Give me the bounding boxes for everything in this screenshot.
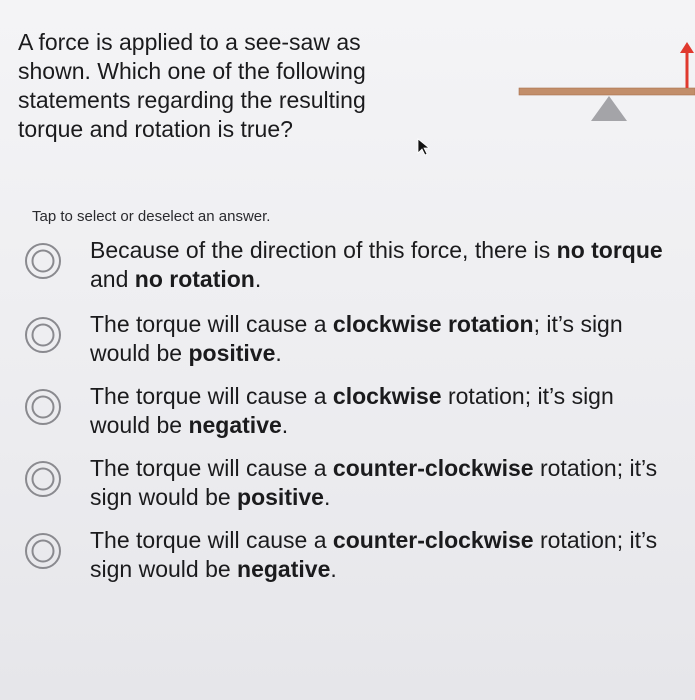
seesaw-plank [519, 88, 695, 95]
answer-4-segment-1: The torque will cause a [90, 455, 333, 481]
radio-unselected-icon[interactable] [24, 532, 62, 570]
radio-unselected-icon[interactable] [24, 460, 62, 498]
answer-text-4 [90, 454, 680, 512]
radio-unselected-icon[interactable] [24, 316, 62, 354]
answer-option-2[interactable] [20, 310, 690, 376]
answer-2-segment-2: clockwise rotation [332, 311, 534, 337]
answer-2-segment-1: The torque will cause a [90, 311, 333, 337]
answer-2-segment-3: ; it’s sign would be [90, 311, 623, 366]
answer-5-segment-4: negative [237, 556, 331, 582]
answer-4-segment-2: counter-clockwise [332, 455, 534, 481]
answer-option-4[interactable] [20, 454, 690, 520]
force-arrow-up-icon [680, 42, 694, 88]
mouse-pointer-icon [416, 138, 432, 156]
answer-option-5[interactable] [20, 526, 690, 592]
answer-1-segment-4: no rotation [134, 266, 255, 292]
answer-5-segment-2: counter-clockwise [332, 527, 534, 553]
answer-option-1[interactable] [20, 236, 690, 302]
answer-4-segment-4: positive [237, 484, 324, 510]
answer-text-2 [90, 310, 680, 368]
answer-1-segment-5: . [254, 266, 262, 292]
answer-5-segment-5: . [330, 556, 337, 582]
radio-unselected-icon[interactable] [24, 388, 62, 426]
answer-3-segment-1: The torque will cause a [90, 383, 333, 409]
radio-unselected-icon[interactable] [24, 242, 62, 280]
answer-4-segment-3: rotation; it’s sign would be [90, 455, 658, 510]
answer-3-segment-3: rotation; it’s sign would be [90, 383, 614, 438]
answer-text-3 [90, 382, 680, 440]
question-text: A force is applied to a see-saw as shown. Which one of the following statements regarding the resulting torque and rotation is true? [18, 29, 366, 142]
answer-3-segment-4: negative [188, 412, 282, 438]
answer-3-segment-2: clockwise [332, 383, 442, 409]
answer-text-5 [90, 526, 680, 584]
answer-5-segment-1: The torque will cause a [90, 527, 333, 553]
answer-1-segment-1: Because of the direction of this force, there is [90, 237, 557, 263]
seesaw-diagram [515, 38, 695, 128]
answer-1-segment-3: and [90, 266, 135, 292]
answer-2-segment-4: positive [188, 340, 276, 366]
answer-option-3[interactable] [20, 382, 690, 448]
instructions-text: Tap to select or deselect an answer. [32, 208, 271, 225]
answer-3-segment-5: . [281, 412, 289, 438]
answer-text-1 [90, 236, 680, 294]
fulcrum-icon [591, 96, 627, 121]
answer-5-segment-3: rotation; it’s sign would be [90, 527, 658, 582]
answer-2-segment-5: . [275, 340, 282, 366]
answer-1-segment-2: no torque [556, 237, 663, 263]
answer-4-segment-5: . [323, 484, 331, 510]
